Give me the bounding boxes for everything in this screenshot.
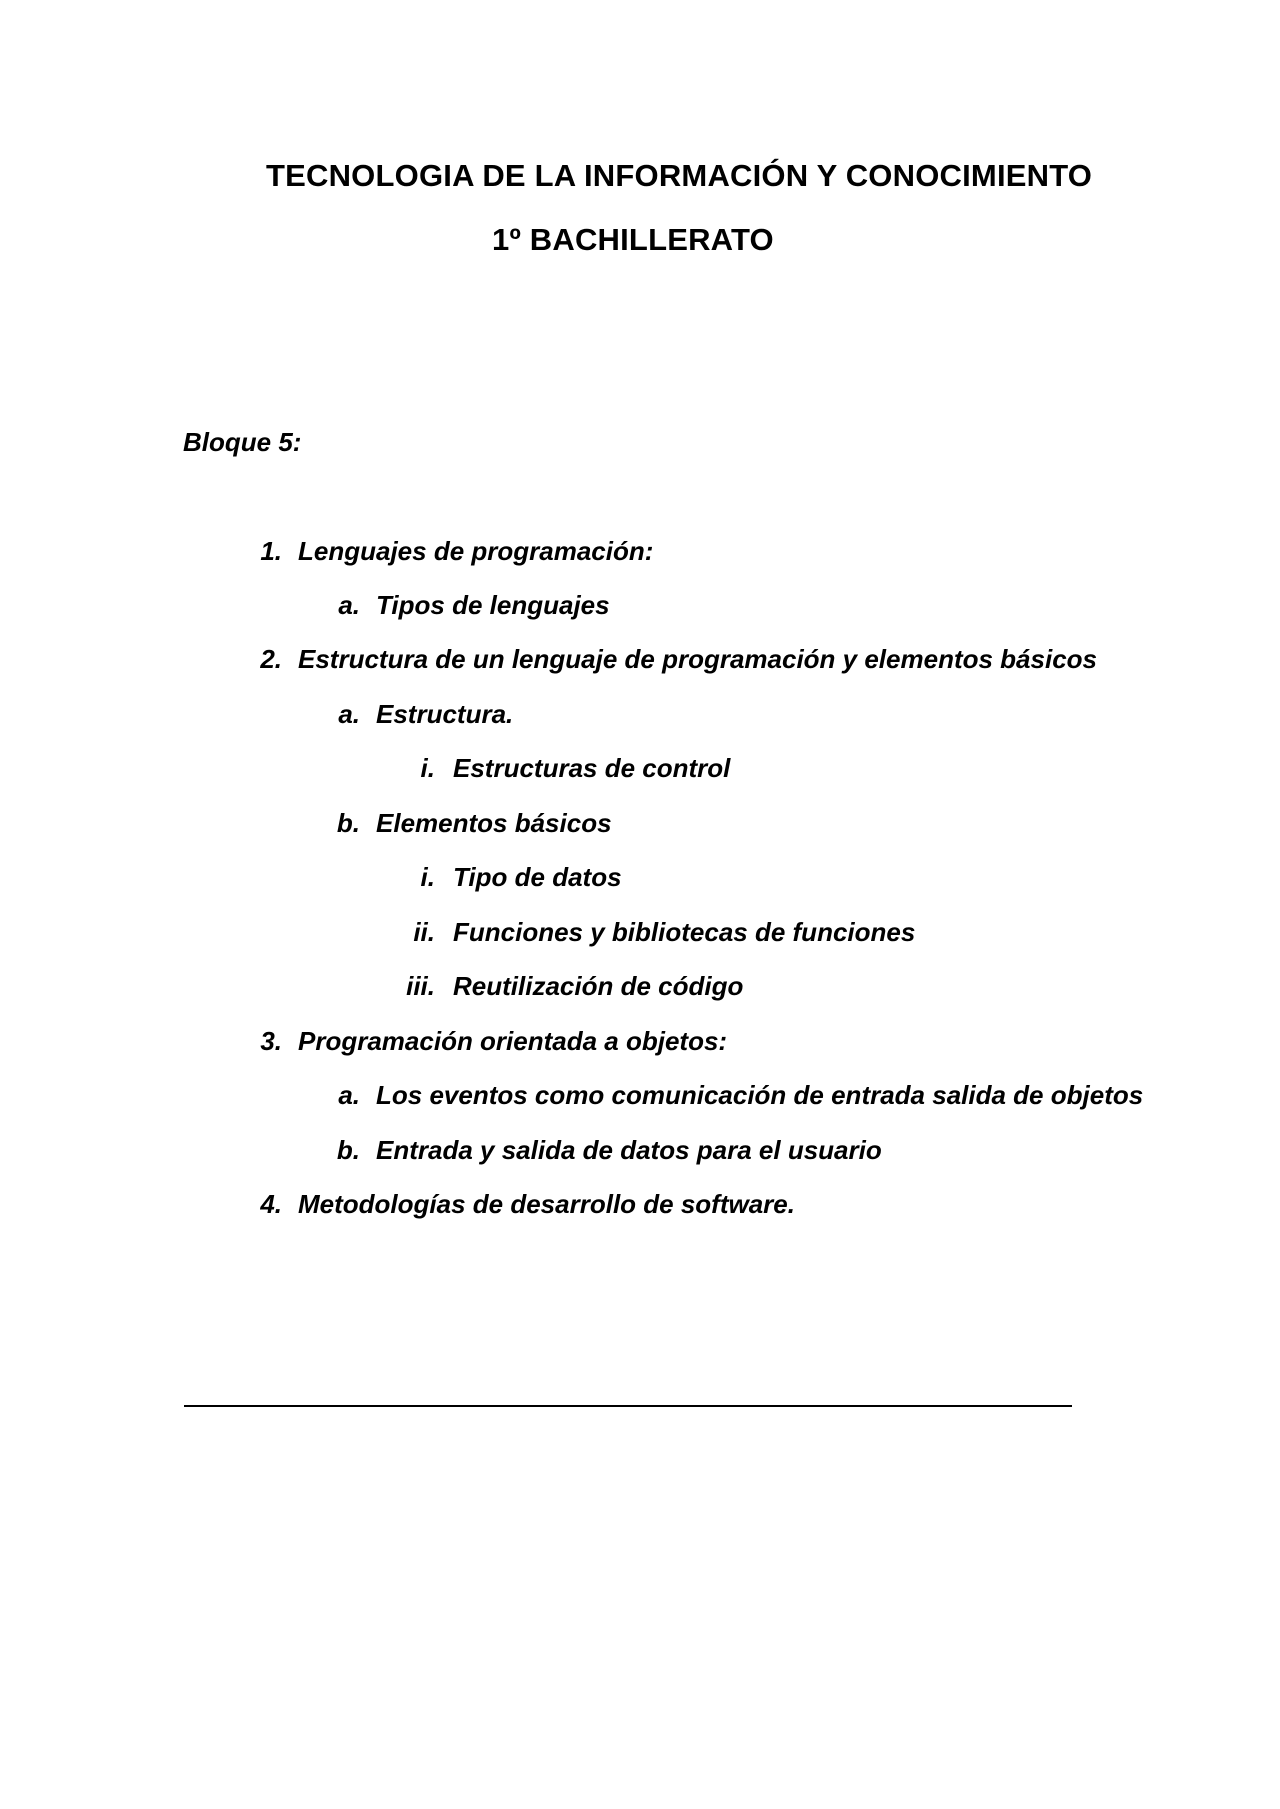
outline-text: Funciones y bibliotecas de funciones [453,917,916,947]
outline-text: Lenguajes de programación: [298,536,654,566]
outline-marker: a. [338,1080,360,1110]
outline-text: Tipo de datos [453,862,622,892]
outline-marker: 1. [260,536,282,566]
outline-text: Metodologías de desarrollo de software. [298,1189,795,1219]
outline-marker: b. [336,808,360,838]
outline-marker: b. [336,1135,360,1165]
block-label: Bloque 5: [183,427,302,457]
outline-text: Estructura. [376,699,514,729]
outline-text: Elementos básicos [376,808,612,838]
outline-marker: 3. [260,1026,282,1056]
document-subtitle: 1º BACHILLERATO [492,222,774,257]
outline-text: Entrada y salida de datos para el usuario [376,1135,882,1165]
outline-marker: 2. [260,644,282,674]
outline-marker: 4. [260,1189,282,1219]
outline-text: Estructura de un lenguaje de programación y elementos básicos [298,644,1098,674]
outline-marker: i. [420,753,435,783]
outline-marker: i. [420,862,435,892]
outline-marker: iii. [406,971,435,1001]
outline-text: Tipos de lenguajes [376,590,610,620]
outline-marker: ii. [413,917,435,947]
document-title: TECNOLOGIA DE LA INFORMACIÓN Y CONOCIMIENTO [266,158,1093,193]
outline-text: Programación orientada a objetos: [298,1026,728,1056]
outline-marker: a. [338,590,360,620]
horizontal-rule [184,1405,1072,1407]
outline-text: Reutilización de código [453,971,744,1001]
outline-text: Los eventos como comunicación de entrada salida de objetos [376,1080,1144,1110]
outline-text: Estructuras de control [453,753,731,783]
outline-marker: a. [338,699,360,729]
